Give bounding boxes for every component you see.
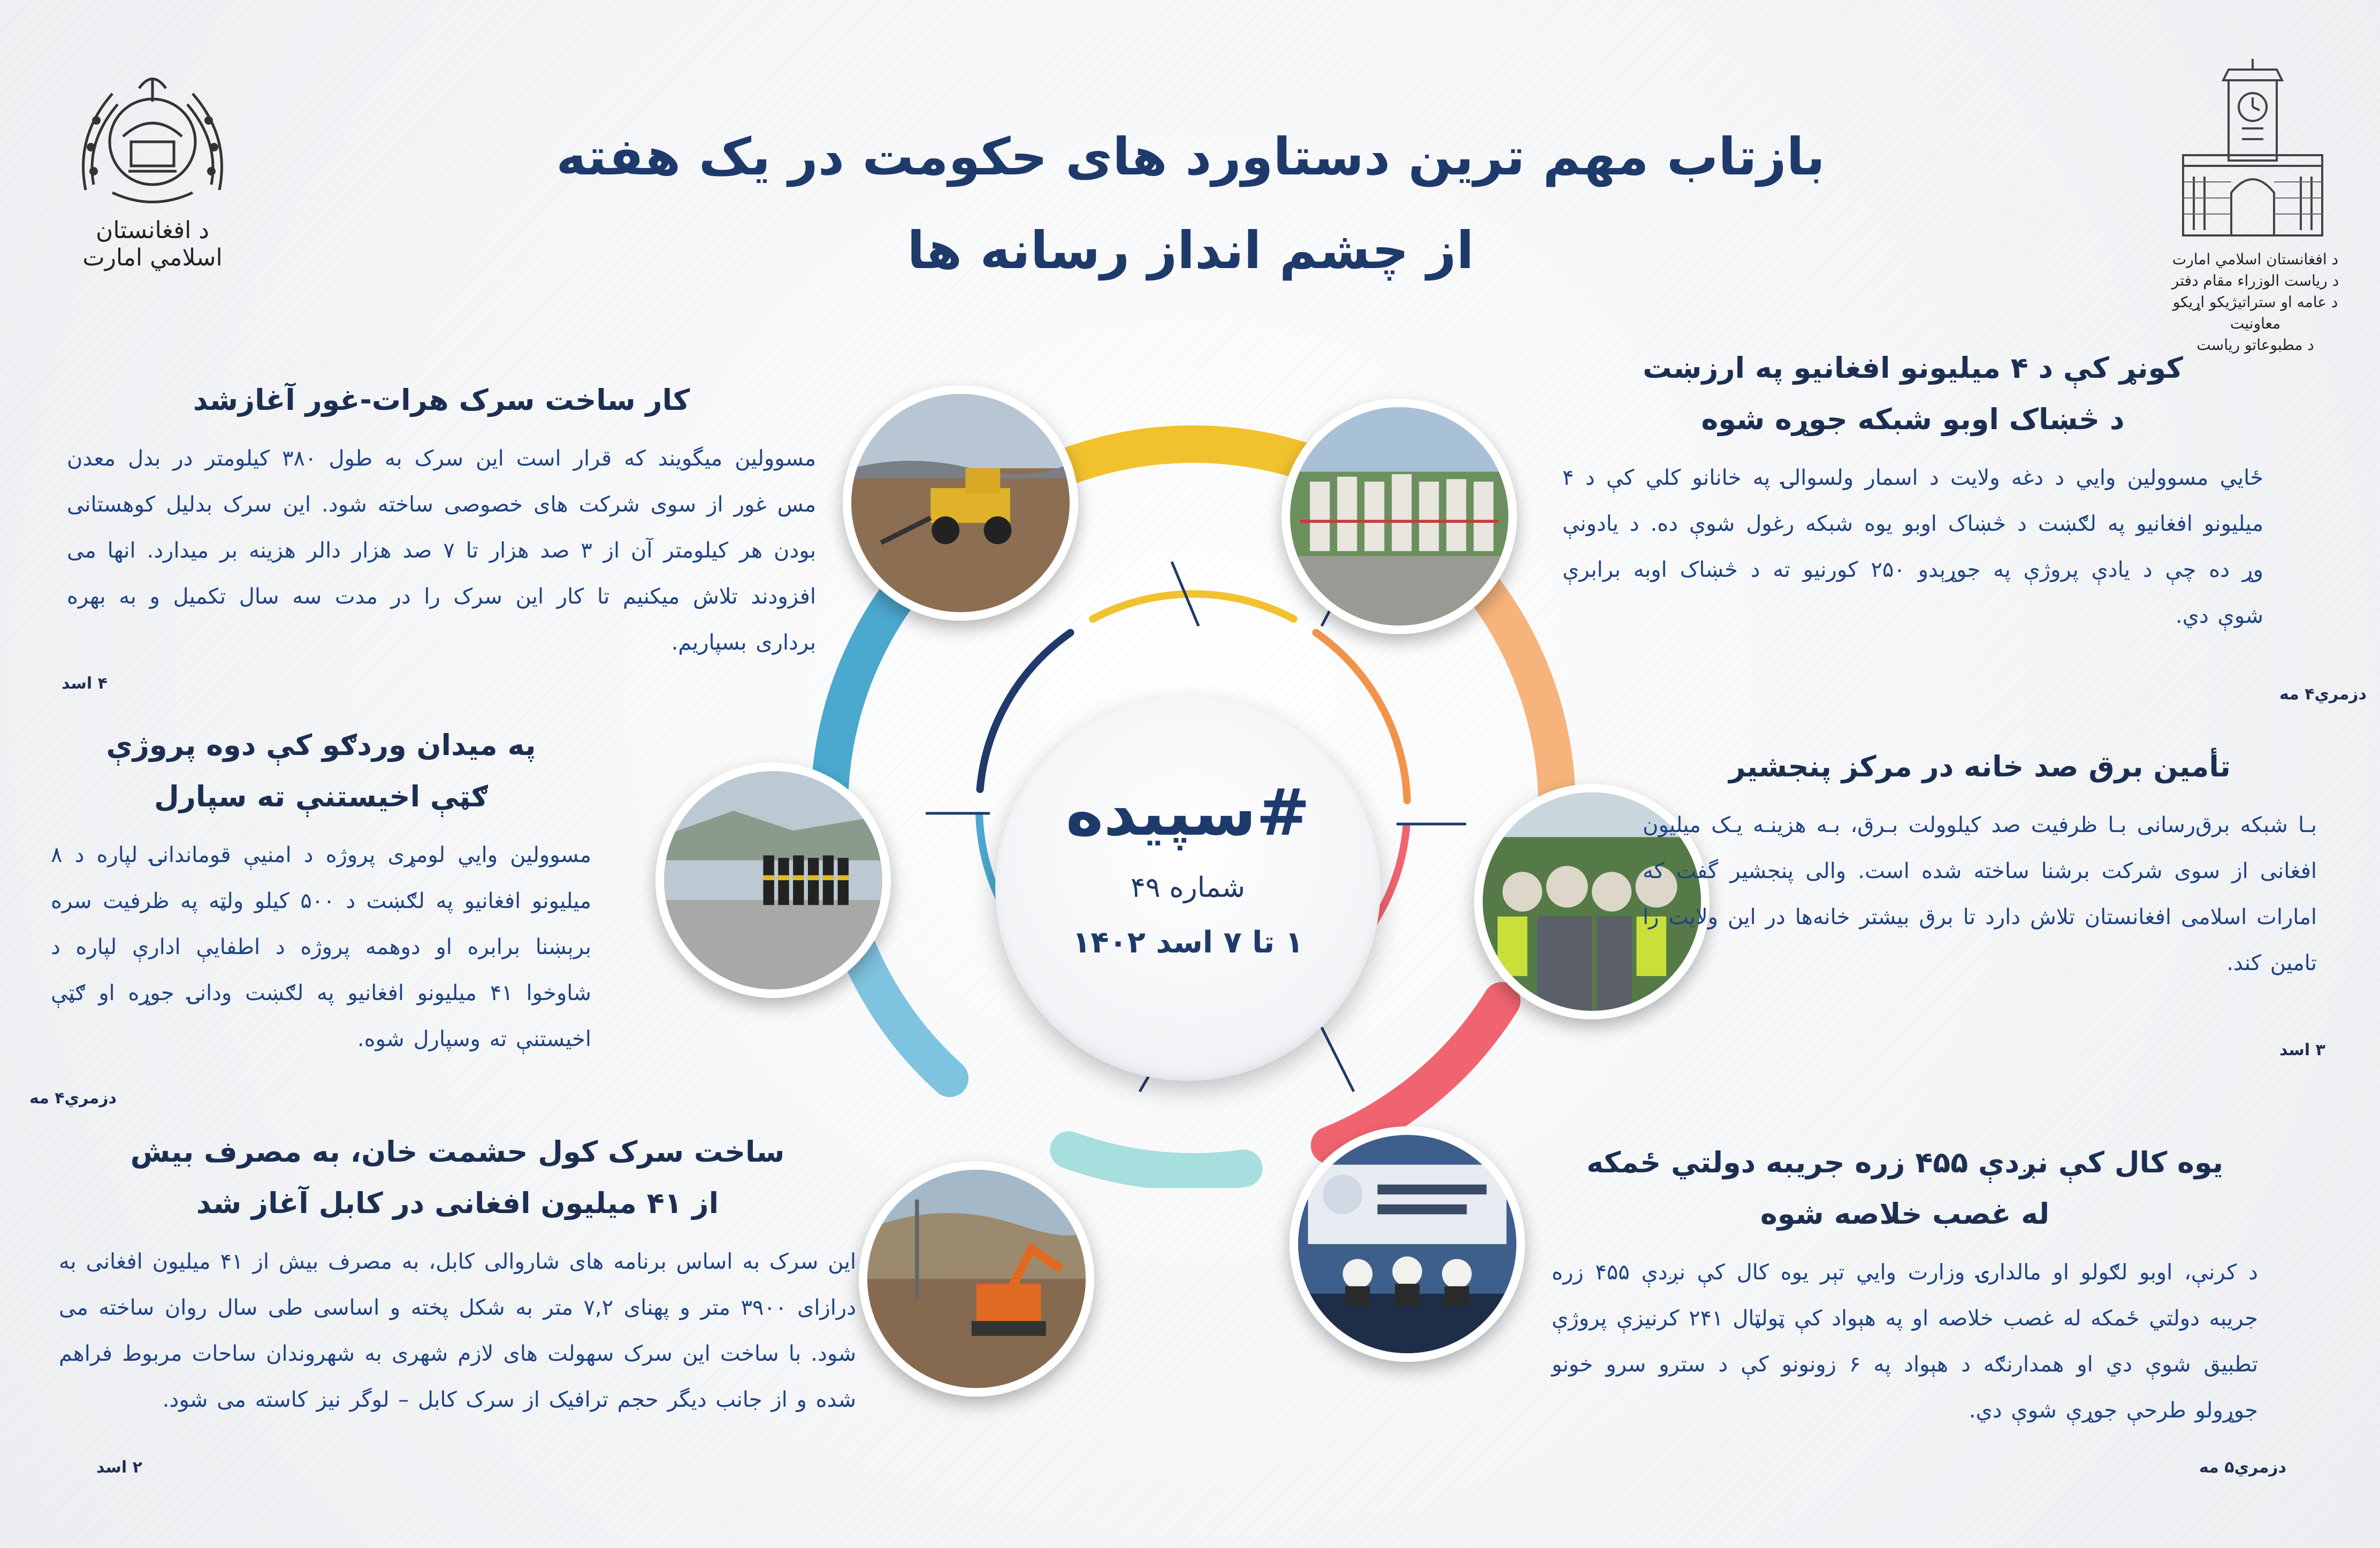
photo-ribbon-ceremony	[1281, 399, 1517, 634]
center-hub	[995, 696, 1380, 1081]
page-title-line-1: بازتاب مهم ترین دستاورد های حکومت در یک هفته	[556, 127, 1825, 187]
photo-road-grader	[843, 385, 1078, 621]
page-title-line-2: از چشم انداز رسانه ها	[907, 220, 1474, 280]
news-title-line: له غصب خلاصه شوه	[1760, 1197, 2050, 1231]
news-body: بـا شبکه برق‌رسانی بـا ظرفیت صد کیلوولت بـرق، بـه هزینـه یـک میلیون افغانی از سوی شرکت برشنا ساخته شده است. والی پنجشیر گفت که امارات اسلامی افغانستان تلاش دارد تا برق بیشتر خانه‌ها در این ولایت را تامین کند.	[1643, 813, 2317, 975]
office-caption-line: د مطبوعاتو ریاست	[2196, 336, 2314, 354]
news-body: د کرنې، اوبو لګولو او مالدارۍ وزارت وايي تېر یوه کال کې نږدې ۴۵۵ زره جریبه دولتي ځمکه له غصب خلاصه او په هېواد کې ټولټال ۲۴۱ کرنیزې پروژې تطبیق شوې دي او همدارنګه د هېواد په ۶ زونونو کې د سترو سرو خونو جوړولو طرحې جوړې شوې دي.	[1552, 1260, 2259, 1423]
news-date: دزمري۴ مه	[2279, 685, 2367, 704]
news-title-line: ساخت سرک کول حشمت خان، به مصرف بیش	[130, 1135, 785, 1169]
news-title-line: د څښاک اوبو شبکه جوړه شوه	[1701, 402, 2125, 436]
news-title-line: ګټې اخیستنې ته سپارل	[154, 780, 488, 813]
news-body: مسوولین میگویند که قرار است این سرک به طول ۳۸۰ کیلومتر در بدل معدن مس غور از سوی شرکت های خصوصی ساخته شود. این سرک بدلیل کوهستانی بودن هر کیلومتر آن از ۳ صد هزار تا ۷ صد هزار دالر هزینه بر میدارد. انها می افزودند تلاش میکنیم تا کار این سرک را در مدت سه سال تکمیل و به بهره برداری بسپاریم.	[67, 446, 817, 655]
news-body: مسوولین وايي لومړی پروژه د امنیې قوماندانۍ لپاره د ۸ میلیونو افغانیو په لګښت د ۵۰۰ کیلو ولټه په ظرفیت سره برېښنا برابره او دوهمه پروژه د اطفایې ادارې لپاره د شاوخوا ۴۱ میلیونو افغانیو په لګښت ودانۍ جوړه او ګټې اخیستنې ته وسپارل شوه.	[51, 843, 592, 1051]
issue-number: شماره ۴۹	[1130, 872, 1246, 904]
office-caption-line: د افغانستان اسلامي امارت	[2172, 250, 2339, 268]
connector-line	[1322, 1027, 1354, 1092]
news-date: ۲ اسد	[96, 1458, 142, 1477]
office-caption	[2156, 249, 2354, 356]
ring-arc-yellow	[1069, 444, 1306, 466]
news-block-panjshir-electricity	[1643, 741, 2325, 1059]
office-caption-line: د عامه او ستراتیژیکو اړیکو معاونیت	[2172, 293, 2338, 332]
news-block-herat-ghor-road	[62, 375, 817, 693]
photo-excavator-road	[859, 1161, 1094, 1397]
news-date: دزمري۴ مه	[29, 1089, 117, 1108]
photo-press-conference	[1290, 1126, 1525, 1362]
news-title-line: از ۴۱ میلیون افغانی در کابل آغاز شد	[196, 1186, 719, 1220]
ring-arc-pink	[1330, 1001, 1502, 1145]
date-range: ۱ تا ۷ اسد ۱۴۰۲	[1072, 925, 1303, 960]
news-body: این سرک به اساس برنامه های شاروالی کابل، به مصرف بیش از ۴۱ میلیون افغانی به درازای ۳۹۰۰ متر و پهنای ۷,۲ متر به شکل پخته و اساسی طی سال روان ساخته می شود. با ساخت این سرک سهولت های لازم شهری به شهروندان ساحات مربوط فراهم شده و از جانب دیگر حجم ترافیک از سرک کابل – لوگر نیز کاسته می شود.	[59, 1249, 856, 1412]
news-body: ځايي مسوولین وايي د دغه ولایت د اسمار ولسوالۍ په خانانو کلي کې د ۴ میلیونو افغانیو په لګښت د څښاک اوبو یوه شبکه رغول شوې ده. د یادونې وړ ده چې د یادې پروژې په جوړېدو ۲۵۰ کورنیو ته د څښاک اوبه برابرې شوې دي.	[1562, 466, 2263, 628]
news-date: دزمري۵ مه	[2199, 1458, 2286, 1477]
islamic-emirate-emblem	[64, 56, 241, 271]
photo-firefighters-lineup	[655, 762, 891, 998]
news-block-kabul-road	[59, 1126, 856, 1477]
ring-arc-teal-outer	[1069, 1150, 1244, 1172]
emblem-icon	[64, 56, 241, 217]
news-title-line: کار ساخت سرک هرات-غور آغازشد	[193, 383, 690, 417]
news-date: ۴ اسد	[62, 674, 108, 693]
news-title-line: تأمین برق صد خانه در مرکز پنجشیر	[1729, 750, 2231, 783]
news-title-line: په میدان وردګو کې دوه پروژې	[106, 728, 536, 762]
office-caption-line: د ریاست الوزراء مقام دفتر	[2171, 272, 2339, 289]
news-block-wardak-projects	[29, 720, 592, 1108]
news-title-line: کونړ کې د ۴ میلیونو افغانیو په ارزښت	[1643, 351, 2183, 385]
emblem-caption: د افغانستان اسلامي امارت	[82, 217, 223, 271]
news-date: ۳ اسد	[2279, 1041, 2325, 1059]
news-title-line: یوه کال کې نږدې ۴۵۵ زره جریبه دولتي ځمکه	[1586, 1146, 2224, 1179]
prime-ministry-logo	[2156, 59, 2354, 354]
clock-tower-icon	[2172, 59, 2333, 241]
news-block-state-land	[1552, 1137, 2286, 1477]
hashtag-title: #سپیده	[1065, 776, 1310, 850]
